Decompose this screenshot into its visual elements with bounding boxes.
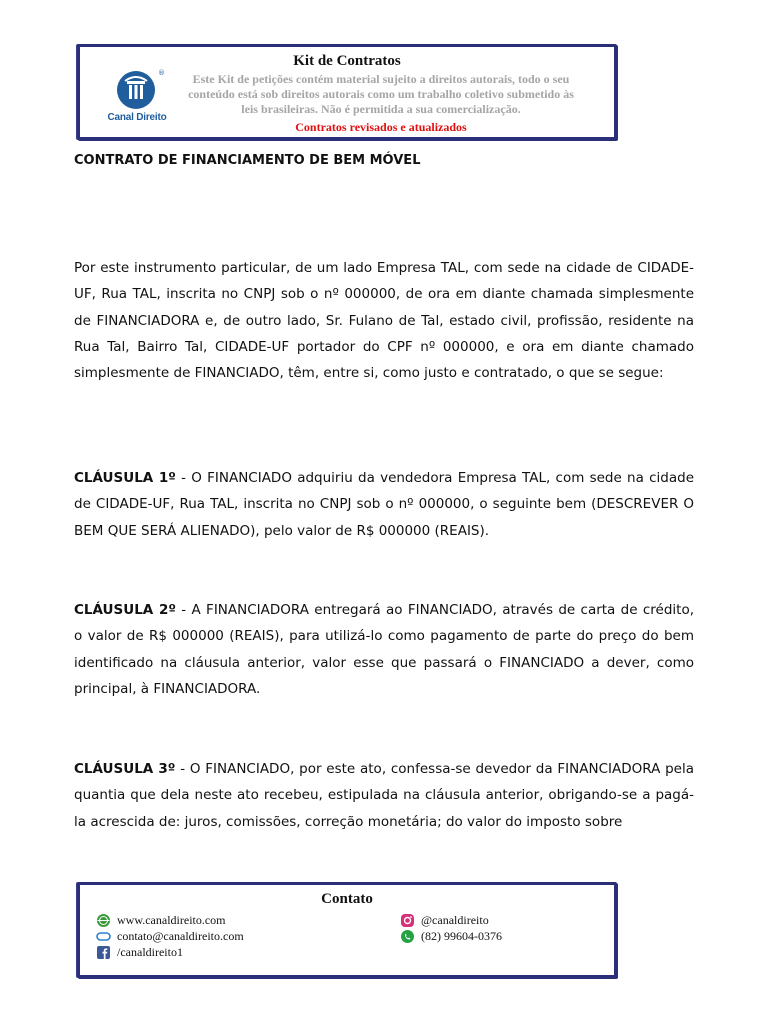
email-line[interactable] — [96, 929, 244, 944]
clause-2-text: - A FINANCIADORA entregará ao FINANCIADO, através de carta de crédito, o valor de R$ 000000 (REAIS), para utilizá-lo como pagamento de parte do preço do bem identificado na cláusula anterior, valor esse que passará o FINANCIADO a dever, como principal, à FINANCIADORA. — [74, 602, 694, 697]
website-line[interactable] — [96, 913, 226, 928]
clause-3-label: CLÁUSULA 3º — [74, 761, 176, 777]
instagram-text[interactable]: @canaldireito — [421, 913, 489, 927]
kit-title: Kit de Contratos — [293, 53, 401, 69]
logo-emblem-icon — [117, 71, 155, 109]
clause-2-paragraph — [74, 597, 694, 702]
contact-title: Contato — [321, 891, 373, 907]
instagram-line[interactable] — [400, 913, 489, 928]
whatsapp-line[interactable] — [400, 929, 502, 944]
canal-direito-logo — [106, 69, 168, 129]
email-icon — [96, 929, 111, 944]
website-text[interactable]: www.canaldireito.com — [117, 913, 226, 927]
facebook-icon — [96, 945, 111, 960]
clause-3-paragraph — [74, 756, 694, 835]
copyright-notice: Este Kit de petições contém material sujeito a direitos autorais, todo o seu conteúdo está sob direitos autorais como um trabalho coletivo submetido às leis brasileiras. Não é permitida a sua comercialização. — [188, 72, 574, 116]
clause-1-paragraph — [74, 465, 694, 544]
whatsapp-text[interactable]: (82) 99604-0376 — [421, 929, 502, 943]
contact-footer-box — [77, 882, 617, 978]
clause-1-label: CLÁUSULA 1º — [74, 470, 176, 486]
globe-icon — [96, 913, 111, 928]
clause-1-text: - O FINANCIADO adquiriu da vendedora Empresa TAL, com sede na cidade de CIDADE-UF, Rua TAL, inscrita no CNPJ sob o nº 000000, o seguinte bem (DESCREVER O BEM QUE SERÁ ALIENADO), pelo valor de R$ 000000 (REAIS). — [74, 470, 695, 539]
logo-text: Canal Direito — [107, 112, 167, 123]
copyright-header-box — [77, 44, 617, 140]
document-title: CONTRATO DE FINANCIAMENTO DE BEM MÓVEL — [74, 153, 421, 168]
facebook-text[interactable]: /canaldireito1 — [117, 945, 183, 959]
facebook-line[interactable] — [96, 945, 183, 960]
clause-3-text: - O FINANCIADO, por este ato, confessa-se devedor da FINANCIADORA pela quantia que dela neste ato recebeu, estipulada na cláusula anterior, obrigando-se a pagá-la acrescida de: juros, comissões, correção monetária; do valor do imposto sobre — [74, 761, 694, 830]
clause-2-label: CLÁUSULA 2º — [74, 602, 176, 618]
intro-paragraph: Por este instrumento particular, de um lado Empresa TAL, com sede na cidade de CIDADE-UF, Rua TAL, inscrita no CNPJ sob o nº 000000, de ora em diante chamada simplesmente de FINANCIADORA e, de outro lado, Sr. Fulano de Tal, estado civil, profissão, residente na Rua Tal, Bairro Tal, CIDADE-UF portador do CPF nº 000000, e ora em diante chamado simplesmente de FINANCIADO, têm, entre si, como justo e contratado, o que se segue: — [74, 260, 694, 382]
instagram-icon — [400, 913, 415, 928]
revised-note: Contratos revisados e atualizados — [295, 120, 467, 134]
whatsapp-icon — [400, 929, 415, 944]
email-text[interactable]: contato@canaldireito.com — [117, 929, 244, 943]
registered-mark: ® — [158, 69, 165, 77]
